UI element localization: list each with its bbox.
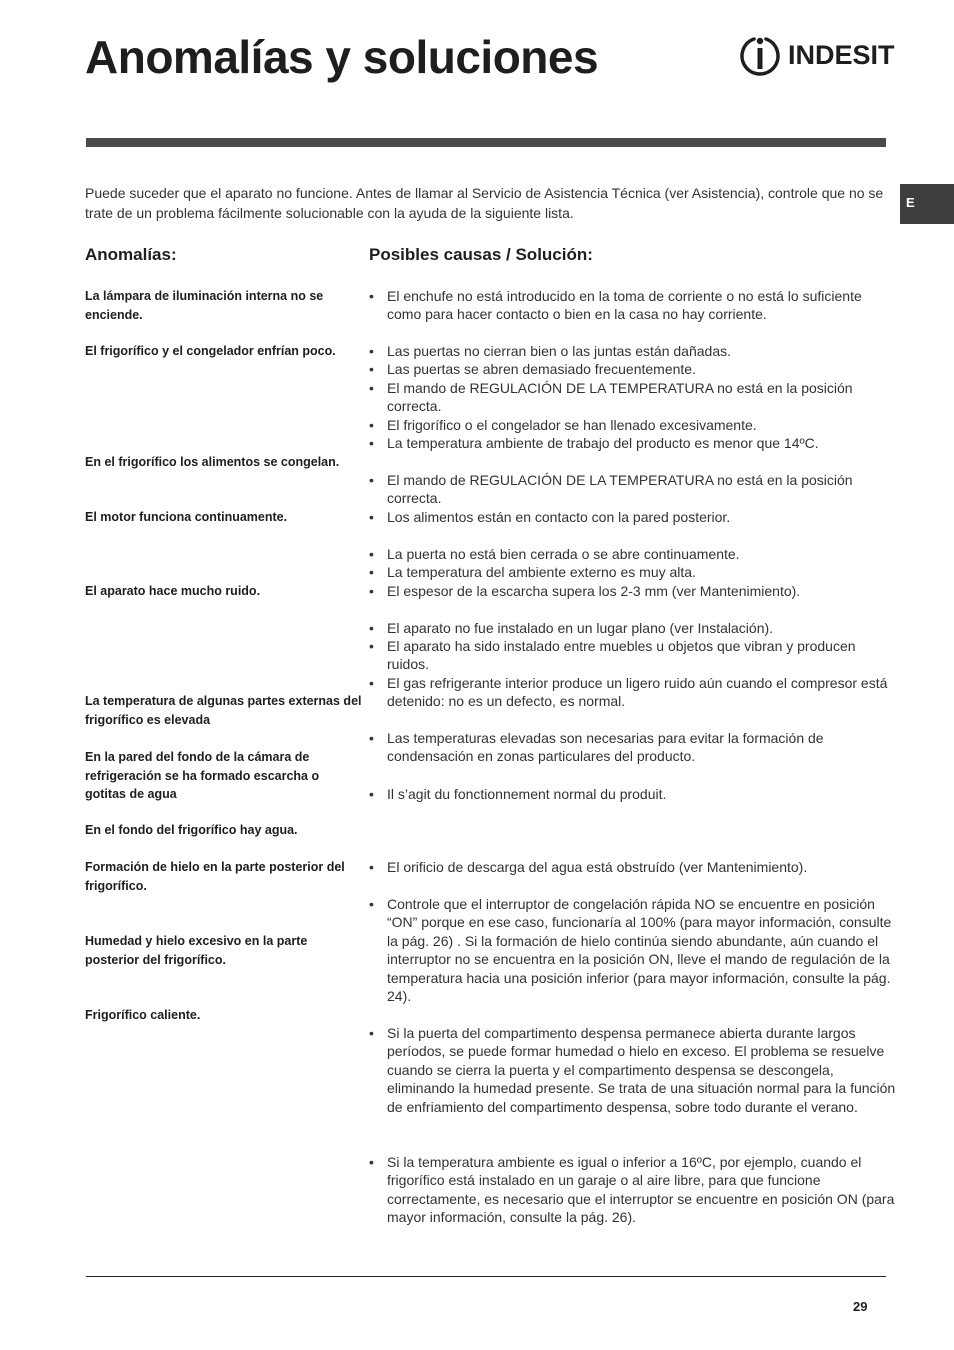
bullet: • bbox=[369, 564, 374, 580]
bullet: • bbox=[369, 730, 374, 746]
cause-item bbox=[369, 619, 899, 637]
cause-text: El orificio de descarga del agua está obstruído (ver Mantenimiento). bbox=[387, 859, 808, 875]
bullet: • bbox=[369, 343, 374, 359]
anomaly-item: En el fondo del frigorífico hay agua. bbox=[85, 823, 298, 837]
indesit-logo-icon bbox=[738, 33, 782, 77]
cause-item bbox=[369, 434, 899, 452]
cause-text: El enchufe no está introducido en la toma de corriente o no está lo suficiente como para hacer contacto o bien en la casa no hay corriente. bbox=[387, 288, 862, 323]
cause-item bbox=[369, 471, 899, 508]
bullet: • bbox=[369, 417, 374, 433]
bullet: • bbox=[369, 583, 374, 599]
bullet: • bbox=[369, 472, 374, 488]
cause-item bbox=[369, 563, 899, 581]
footer-divider bbox=[86, 1276, 886, 1277]
cause-text: El aparato no fue instalado en un lugar plano (ver Instalación). bbox=[387, 620, 774, 636]
cause-text: Las puertas se abren demasiado frecuentemente. bbox=[387, 361, 696, 377]
cause-text: El frigorífico o el congelador se han llenado excesivamente. bbox=[387, 417, 757, 433]
bullet: • bbox=[369, 1025, 374, 1041]
bullet: • bbox=[369, 675, 374, 691]
cause-item bbox=[369, 858, 899, 876]
causes-heading: Posibles causas / Solución: bbox=[369, 245, 593, 264]
anomaly-item: El frigorífico y el congelador enfrían poco. bbox=[85, 344, 336, 358]
cause-text: La puerta no está bien cerrada o se abre continuamente. bbox=[387, 546, 740, 562]
cause-item bbox=[369, 416, 899, 434]
bullet: • bbox=[369, 620, 374, 636]
bullet: • bbox=[369, 380, 374, 396]
anomaly-item: La temperatura de algunas partes externas del frigorífico es elevada bbox=[85, 694, 362, 727]
anomaly-item: Formación de hielo en la parte posterior del frigorífico. bbox=[85, 860, 345, 893]
cause-item bbox=[369, 582, 899, 600]
bullet: • bbox=[369, 786, 374, 802]
cause-item bbox=[369, 674, 899, 711]
cause-item bbox=[369, 637, 899, 674]
bullet: • bbox=[369, 896, 374, 912]
brand-name: INDESIT bbox=[788, 39, 895, 70]
cause-item bbox=[369, 895, 899, 1005]
cause-text: El mando de REGULACIÓN DE LA TEMPERATURA no está en la posición correcta. bbox=[387, 380, 853, 415]
cause-text: La temperatura del ambiente externo es muy alta. bbox=[387, 564, 696, 580]
cause-text: La temperatura ambiente de trabajo del producto es menor que 14ºC. bbox=[387, 435, 819, 451]
cause-item bbox=[369, 545, 899, 563]
cause-text: Si la temperatura ambiente es igual o inferior a 16ºC, por ejemplo, cuando el frigorífico está instalado en un garaje o al aire libre, para que funcione correctamente, es necesario que el interruptor se encuentre en posición ON (para mayor información, consulte la pág. 26). bbox=[387, 1154, 895, 1226]
cause-item bbox=[369, 508, 899, 526]
cause-item bbox=[369, 1153, 899, 1227]
page-title: Anomalías y soluciones bbox=[85, 31, 599, 83]
anomaly-item: El aparato hace mucho ruido. bbox=[85, 584, 261, 598]
cause-text: Los alimentos están en contacto con la pared posterior. bbox=[387, 509, 731, 525]
bullet: • bbox=[369, 361, 374, 377]
cause-item bbox=[369, 785, 899, 803]
page-number: 29 bbox=[853, 1299, 868, 1314]
cause-text: Las puertas no cierran bien o las juntas están dañadas. bbox=[387, 343, 732, 359]
cause-text: El aparato ha sido instalado entre muebles u objetos que vibran y producen ruidos. bbox=[387, 638, 856, 673]
cause-text: El gas refrigerante interior produce un ligero ruido aún cuando el compresor está detenido: no es un defecto, es normal. bbox=[387, 675, 888, 710]
anomaly-item: La lámpara de iluminación interna no se enciende. bbox=[85, 289, 324, 322]
brand-logo bbox=[738, 32, 895, 78]
cause-text: Controle que el interruptor de congelación rápida NO se encuentre en posición “ON” porque en ese caso, funcionaría al 100% (para mayor información, consulte la pág. 26) . Si la formación de hielo continúa siendo abundante, aún cuando el interruptor no se encuentra en la posición ON, lleve el mando de regulación de la temperatura hacia una posición inferior (para mayor información, consulte la pág. 24). bbox=[387, 896, 892, 1005]
cause-text: El mando de REGULACIÓN DE LA TEMPERATURA no está en la posición correcta. bbox=[387, 472, 853, 507]
bullet: • bbox=[369, 546, 374, 562]
anomaly-item: Frigorífico caliente. bbox=[85, 1008, 201, 1022]
bullet: • bbox=[369, 1154, 374, 1170]
intro-text: Puede suceder que el aparato no funcione. Antes de llamar al Servicio de Asistencia Técnica (ver Asistencia), controle que no se trate de un problema fácilmente solucionable con la ayuda de la siguiente lista. bbox=[85, 185, 884, 221]
cause-item bbox=[369, 342, 899, 360]
anomalies-heading: Anomalías: bbox=[85, 245, 177, 264]
cause-item bbox=[369, 360, 899, 378]
cause-item bbox=[369, 729, 899, 766]
bullet: • bbox=[369, 435, 374, 451]
cause-item bbox=[369, 379, 899, 416]
language-tab: E bbox=[900, 184, 954, 224]
cause-text: Si la puerta del compartimento despensa permanece abierta durante largos períodos, se puede formar humedad o hielo en exceso. El problema se resuelve cuando se cierra la puerta y el compartimento despensa se descongela, eliminando la humedad presente. Se trata de una situación normal para la función de enfriamiento del compartimento despensa, sobre todo durante el verano. bbox=[387, 1025, 896, 1115]
cause-text: Il s’agit du fonctionnement normal du produit. bbox=[387, 786, 667, 802]
cause-text: Las temperaturas elevadas son necesarias para evitar la formación de condensación en zonas particulares del producto. bbox=[387, 730, 824, 765]
bullet: • bbox=[369, 638, 374, 654]
header-divider bbox=[86, 138, 886, 147]
bullet: • bbox=[369, 288, 374, 304]
cause-item bbox=[369, 287, 899, 324]
anomaly-item: El motor funciona continuamente. bbox=[85, 510, 288, 524]
anomaly-item: En el frigorífico los alimentos se congelan. bbox=[85, 455, 340, 469]
anomaly-item: En la pared del fondo de la cámara de refrigeración se ha formado escarcha o gotitas de agua bbox=[85, 750, 320, 801]
bullet: • bbox=[369, 859, 374, 875]
anomaly-item: Humedad y hielo excesivo en la parte posterior del frigorífico. bbox=[85, 934, 308, 967]
cause-item bbox=[369, 1024, 899, 1116]
cause-text: El espesor de la escarcha supera los 2-3 mm (ver Mantenimiento). bbox=[387, 583, 801, 599]
bullet: • bbox=[369, 509, 374, 525]
